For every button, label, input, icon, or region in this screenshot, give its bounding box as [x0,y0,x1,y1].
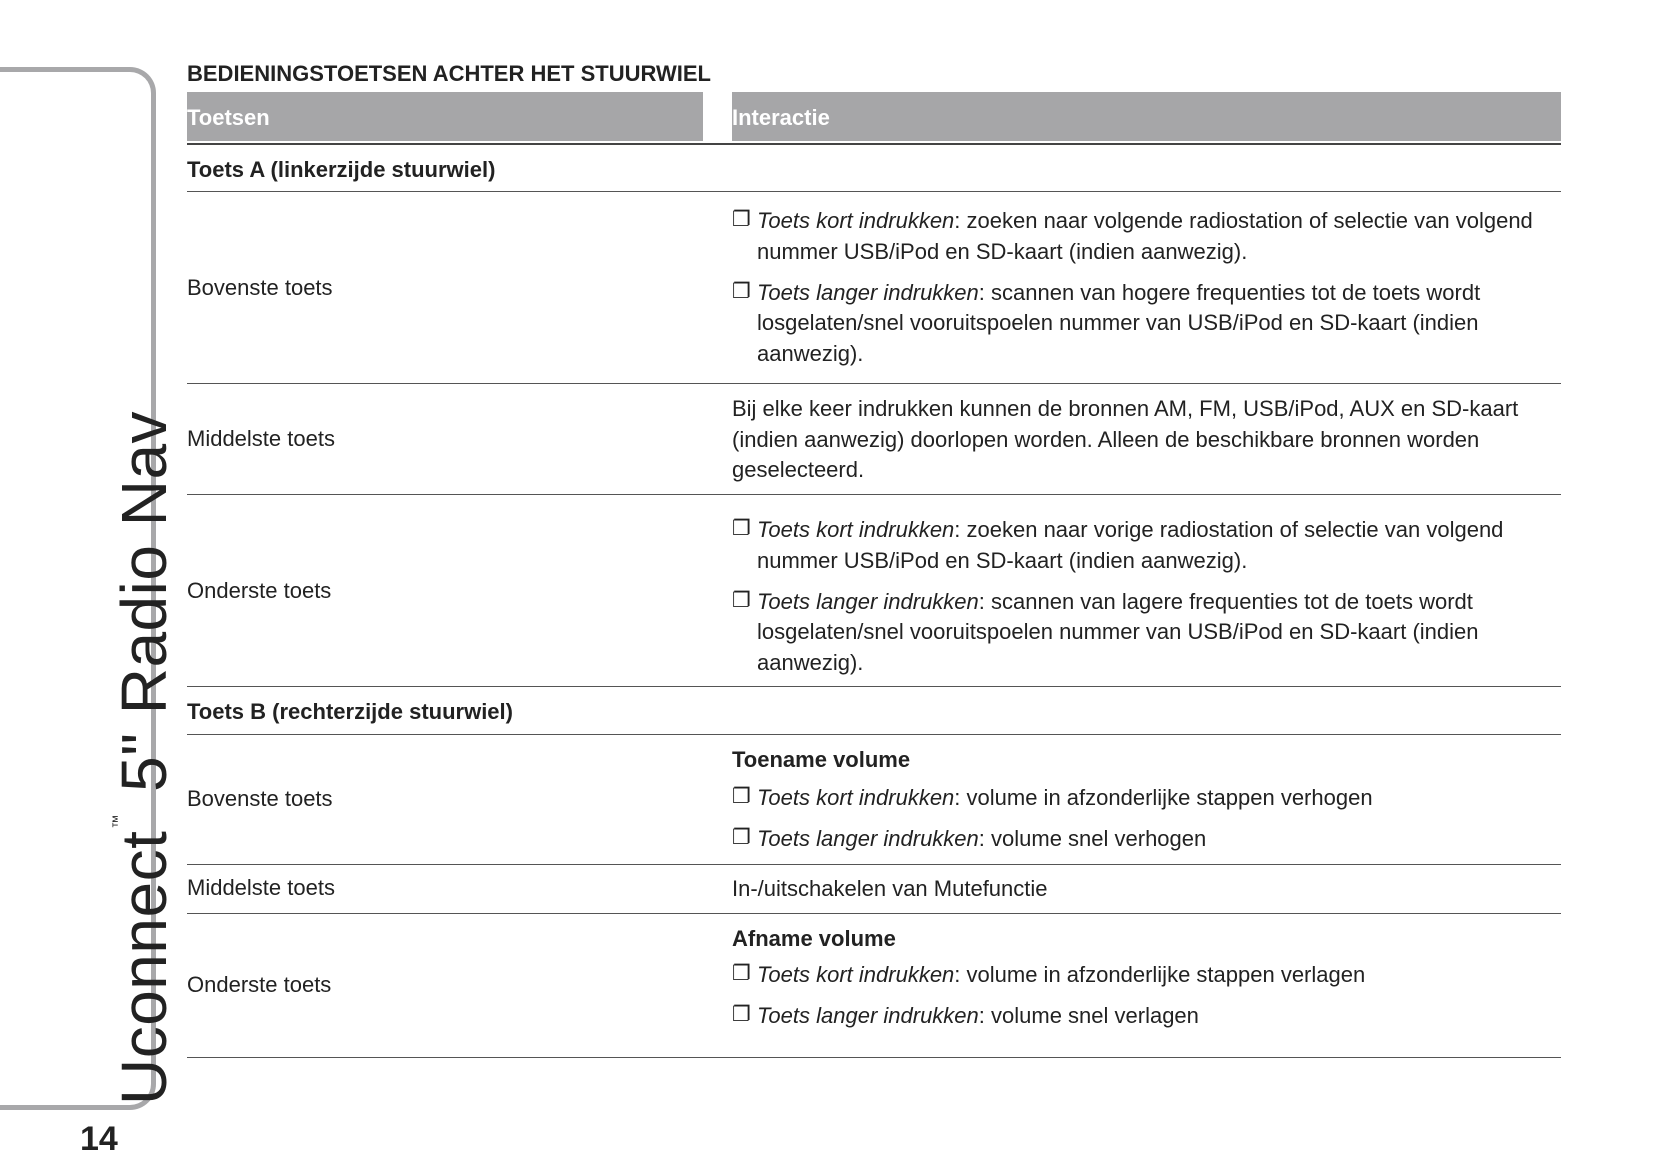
key-label: Bovenste toets [187,274,333,300]
section-title: BEDIENINGSTOETSEN ACHTER HET STUURWIEL [187,61,711,86]
list-item: ❐ Toets langer indrukken: scannen van hogere frequenties tot de toets wordt losgelaten/snel vooruitspoelen nummer van USB/iPod en SD-kaart (indien aanwezig). [732,278,1561,369]
group-title-b: Toets B (rechterzijde stuurwiel) [187,687,1561,734]
key-label: Middelste toets [187,875,335,901]
checkbox-bullet-icon: ❐ [732,1002,751,1026]
interaction-cell [732,192,1561,383]
table-row [187,384,1561,495]
subtitle: Toename volume [732,746,911,772]
table-row [187,495,1561,687]
checkbox-bullet-icon: ❐ [732,280,751,304]
interaction-cell [732,495,1561,686]
list-item: ❐ Toets kort indrukken: volume in afzonderlijke stappen verlagen [732,960,1561,990]
interaction-cell [732,914,1561,1057]
interaction-cell: Bij elke keer indrukken kunnen de bronnen AM, FM, USB/iPod, AUX en SD-kaart (indien aanwezig) doorlopen worden. Alleen de beschikbare bronnen worden geselecteerd. [732,396,1519,483]
page-number: 14 [80,1120,118,1158]
table-row [187,865,1561,914]
table-row [187,735,1561,865]
key-label: Bovenste toets [187,785,333,811]
checkbox-bullet-icon: ❐ [732,517,751,541]
list-item: ❐ Toets langer indrukken: volume snel verlagen [732,1001,1561,1031]
list-item: ❐ Toets langer indrukken: volume snel verhogen [732,824,1561,854]
interaction-cell [732,735,1561,864]
side-tab-title: Uconnect™ 5" Radio Nav [108,410,180,1105]
checkbox-bullet-icon: ❐ [732,962,751,986]
key-label: Onderste toets [187,577,332,603]
list-item: ❐ Toets kort indrukken: volume in afzonderlijke stappen verhogen [732,783,1561,813]
key-label: Middelste toets [187,426,335,452]
subtitle: Afname volume [732,925,896,951]
interaction-cell: In-/uitschakelen van Mutefunctie [732,875,1048,901]
header-interaction: Interactie [732,92,1561,141]
checkbox-bullet-icon: ❐ [732,785,751,809]
checkbox-bullet-icon: ❐ [732,825,751,849]
table-header [187,92,1561,145]
table-row [187,192,1561,384]
list-item: ❐ Toets kort indrukken: zoeken naar volgende radiostation of selectie van volgend nummer USB/iPod en SD-kaart (indien aanwezig). [732,206,1561,267]
controls-table [187,92,1561,1058]
header-keys: Toetsen [187,92,703,141]
group-title-a: Toets A (linkerzijde stuurwiel) [187,145,1561,192]
key-label: Onderste toets [187,971,332,997]
list-item: ❐ Toets kort indrukken: zoeken naar vorige radiostation of selectie van volgend nummer USB/iPod en SD-kaart (indien aanwezig). [732,515,1561,576]
checkbox-bullet-icon: ❐ [732,589,751,613]
list-item: ❐ Toets langer indrukken: scannen van lagere frequenties tot de toets wordt losgelaten/snel vooruitspoelen nummer van USB/iPod en SD-kaart (indien aanwezig). [732,587,1561,678]
table-row [187,914,1561,1058]
checkbox-bullet-icon: ❐ [732,208,751,232]
